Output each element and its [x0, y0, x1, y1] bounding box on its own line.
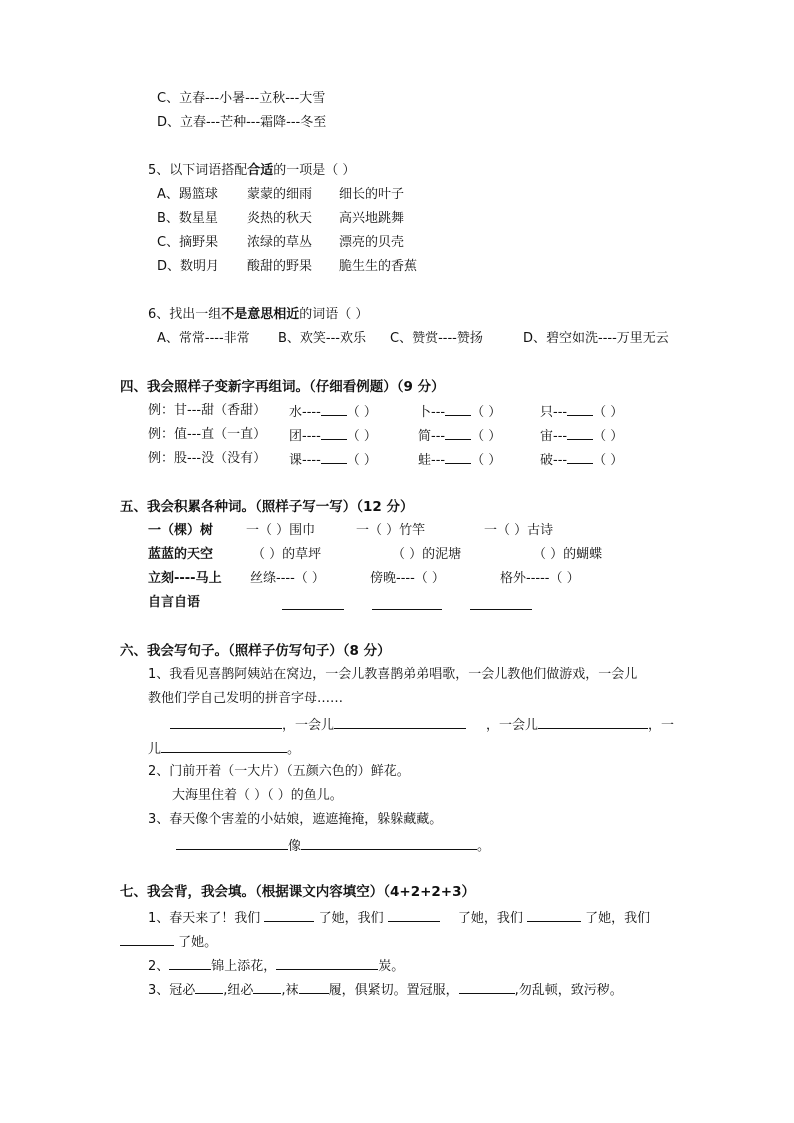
- s7-q2: [148, 956, 404, 976]
- q6-option-a: A、常常----非常: [157, 331, 250, 346]
- s7-text: 了她，我们: [318, 911, 384, 926]
- answer-paren: （ ）: [471, 405, 502, 420]
- s5-example: 自言自语: [148, 595, 201, 610]
- s5-row-1: [148, 522, 554, 540]
- s7-text: ,勿乱顿，致污秽。: [514, 983, 623, 998]
- s6-q1-answer-line: [170, 715, 674, 735]
- s7-text: 了她，我们: [457, 911, 523, 926]
- answer-blank[interactable]: [334, 715, 466, 729]
- s5-row-2: [148, 546, 603, 564]
- q6-prompt-pre: 6、找出一组: [148, 307, 222, 322]
- q6-option-c: C、赞赏----赞扬: [390, 331, 483, 346]
- answer-blank[interactable]: [253, 980, 281, 994]
- answer-blank[interactable]: [567, 402, 593, 416]
- q5-prompt-pre: 5、以下词语搭配: [148, 163, 248, 178]
- s6-q1-answer-end: [148, 739, 300, 759]
- s7-q1-line2: [120, 932, 217, 952]
- s6-connector: ，一会儿: [486, 718, 539, 733]
- q5-c-3: 漂亮的贝壳: [339, 235, 405, 250]
- s5-row-3: [148, 570, 580, 588]
- s7-text: 了她，我们: [585, 911, 651, 926]
- q5-b-1: B、数星星: [157, 211, 218, 226]
- s5-item: 格外-----（ ）: [500, 571, 580, 586]
- q5-c-2: 浓绿的草丛: [247, 235, 313, 250]
- q5-a-3: 细长的叶子: [339, 187, 405, 202]
- answer-blank[interactable]: [388, 908, 440, 922]
- answer-blank[interactable]: [445, 402, 471, 416]
- answer-blank[interactable]: [538, 715, 648, 729]
- q5-d-1: D、数明月: [157, 259, 220, 274]
- s7-text: 3、冠必: [148, 983, 196, 998]
- s7-text: 锦上添花，: [211, 959, 277, 974]
- s6-q2: 2、门前开着（一大片）（五颜六色的）鲜花。: [148, 764, 410, 779]
- section-5-title: 五、我会积累各种词。（照样子写一写）（12 分）: [120, 499, 414, 515]
- answer-blank[interactable]: [282, 596, 344, 610]
- s4-row-3: [148, 450, 624, 468]
- answer-blank[interactable]: [445, 450, 471, 464]
- s5-example: 立刻----马上: [148, 571, 222, 586]
- s4-item: [289, 450, 377, 470]
- s4-char: 课----: [289, 453, 321, 468]
- s5-example: 蓝蓝的天空: [148, 547, 214, 562]
- s4-item: [540, 450, 623, 470]
- answer-paren: （ ）: [346, 405, 377, 420]
- q5-option-c: [157, 234, 405, 252]
- s4-char: 水----: [289, 405, 321, 420]
- answer-blank[interactable]: [459, 980, 515, 994]
- answer-paren: （ ）: [593, 405, 624, 420]
- s4-char: 简---: [418, 429, 446, 444]
- answer-paren: （ ）: [346, 453, 377, 468]
- s7-text: ,袜: [281, 983, 299, 998]
- s6-period: 。: [287, 742, 301, 757]
- answer-blank[interactable]: [276, 956, 378, 970]
- s5-item: 一（ ）围巾: [246, 523, 316, 538]
- s4-char: 团----: [289, 429, 321, 444]
- s5-row-4: [148, 594, 200, 612]
- s4-item: [418, 426, 501, 446]
- q5-a-2: 蒙蒙的细雨: [247, 187, 313, 202]
- answer-blank[interactable]: [176, 836, 288, 850]
- q6-prompt-bold: 不是意思相近: [221, 307, 300, 322]
- answer-blank[interactable]: [567, 426, 593, 440]
- s6-q3: 3、春天像个害羞的小姑娘，遮遮掩掩，躲躲藏藏。: [148, 812, 443, 827]
- answer-blank[interactable]: [567, 450, 593, 464]
- s4-item: [540, 426, 623, 446]
- s7-text: 炭。: [378, 959, 405, 974]
- s5-item: 傍晚----（ ）: [370, 571, 445, 586]
- answer-paren: （ ）: [471, 453, 502, 468]
- s4-item: [289, 402, 377, 422]
- section-6-title: 六、我会写句子。（照样子仿写句子）（8 分）: [120, 643, 391, 659]
- answer-blank[interactable]: [372, 596, 442, 610]
- q6-option-b: B、欢笑---欢乐: [278, 331, 366, 346]
- answer-paren: （ ）: [471, 429, 502, 444]
- s6-q2-answer: 大海里住着（ ）（ ）的鱼儿。: [172, 788, 343, 803]
- q5-a-1: A、踢篮球: [157, 187, 218, 202]
- q4-option-d: D、立春---芒种---霜降---冬至: [157, 115, 327, 130]
- s6-connector: ，一会儿: [282, 718, 335, 733]
- s4-item: [418, 450, 501, 470]
- q5-b-3: 高兴地跳舞: [339, 211, 405, 226]
- s4-example: 例：甘---甜（香甜）: [148, 403, 267, 418]
- q5-b-2: 炎热的秋天: [247, 211, 313, 226]
- q5-d-2: 酸甜的野果: [247, 259, 313, 274]
- s4-char: 卜---: [418, 405, 446, 420]
- s4-row-1: [148, 402, 624, 420]
- q4-option-c: C、立春---小暑---立秋---大雪: [157, 91, 326, 106]
- answer-blank[interactable]: [321, 402, 347, 416]
- s7-text: ,纽必: [223, 983, 254, 998]
- answer-blank[interactable]: [170, 715, 282, 729]
- s5-item: （ ）的草坪: [252, 547, 322, 562]
- q5-prompt-bold: 合适: [247, 163, 274, 178]
- s4-item: [418, 402, 501, 422]
- s6-connector: 儿: [148, 742, 162, 757]
- s6-period: 。: [477, 839, 491, 854]
- s7-text: 了她。: [178, 935, 218, 950]
- s4-item: [540, 402, 623, 422]
- answer-paren: （ ）: [593, 429, 624, 444]
- s6-connector: ，一: [648, 718, 675, 733]
- s7-text: 1、春天来了！我们: [148, 911, 261, 926]
- s4-char: 宙---: [540, 429, 568, 444]
- s4-row-2: [148, 426, 624, 444]
- answer-blank[interactable]: [470, 596, 532, 610]
- s5-item: （ ）的泥塘: [392, 547, 462, 562]
- s6-q1-line2: 教他们学自己发明的拼音字母……: [148, 691, 344, 706]
- answer-blank[interactable]: [321, 426, 347, 440]
- s7-text: 履，俱紧切。置冠服，: [328, 983, 459, 998]
- s4-char: 破---: [540, 453, 568, 468]
- q5-option-a: [157, 186, 405, 204]
- answer-blank[interactable]: [321, 450, 347, 464]
- s7-text: 2、: [148, 959, 170, 974]
- answer-blank[interactable]: [195, 980, 223, 994]
- s6-q3-answer: [176, 836, 490, 856]
- s4-char: 只---: [540, 405, 568, 420]
- q5-c-1: C、摘野果: [157, 235, 219, 250]
- q6-prompt-post: 的词语（ ）: [299, 307, 369, 322]
- q5-option-d: [157, 258, 418, 276]
- s5-item: 丝绦----（ ）: [250, 571, 325, 586]
- answer-blank[interactable]: [169, 956, 211, 970]
- s7-q1-line1: [148, 908, 650, 928]
- section-7-title: 七、我会背，我会填。（根据课文内容填空）（4+2+2+3）: [120, 884, 476, 900]
- answer-blank[interactable]: [445, 426, 471, 440]
- s6-connector: 像: [288, 839, 302, 854]
- s7-q3: [148, 980, 623, 1000]
- answer-blank[interactable]: [161, 739, 287, 753]
- q6-prompt: [148, 306, 368, 324]
- s4-example: 例：值---直（一直）: [148, 427, 267, 442]
- section-4-title: 四、我会照样子变新字再组词。（仔细看例题）（9 分）: [120, 379, 445, 395]
- q5-d-3: 脆生生的香蕉: [339, 259, 418, 274]
- s5-item: （ ）的蝴蝶: [533, 547, 603, 562]
- q5-prompt-post: 的一项是（ ）: [273, 163, 356, 178]
- s5-example: 一（棵）树: [148, 523, 214, 538]
- s5-item: 一（ ）古诗: [484, 523, 554, 538]
- s6-q1-line1: 1、我看见喜鹊阿姨站在窝边，一会儿教喜鹊弟弟唱歌，一会儿教他们做游戏，一会儿: [148, 667, 638, 682]
- answer-blank[interactable]: [264, 908, 314, 922]
- s4-example: 例：股---没（没有）: [148, 451, 267, 466]
- answer-blank[interactable]: [120, 932, 174, 946]
- q5-prompt: [148, 162, 355, 180]
- answer-paren: （ ）: [346, 429, 377, 444]
- s4-item: [289, 426, 377, 446]
- q5-option-b: [157, 210, 405, 228]
- s4-char: 蛙---: [418, 453, 446, 468]
- answer-blank[interactable]: [527, 908, 581, 922]
- answer-blank[interactable]: [301, 836, 477, 850]
- answer-blank[interactable]: [299, 980, 329, 994]
- answer-paren: （ ）: [593, 453, 624, 468]
- s5-item: 一（ ）竹竿: [356, 523, 426, 538]
- q6-option-d: D、碧空如洗----万里无云: [523, 331, 669, 346]
